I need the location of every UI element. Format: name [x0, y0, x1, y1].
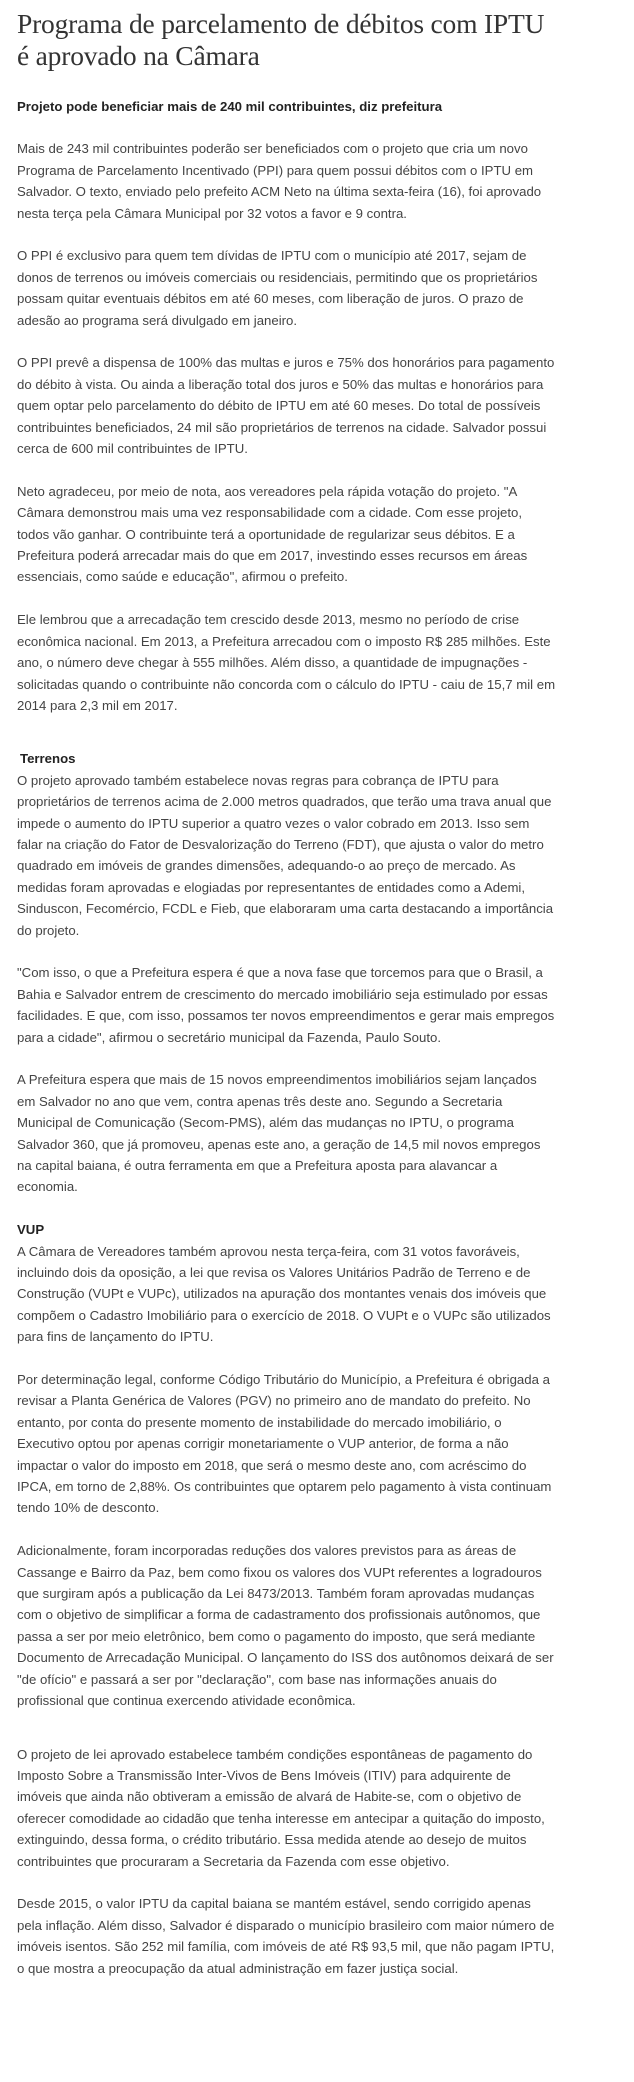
article-title: Programa de parcelamento de débitos com IPTU é aprovado na Câmara — [17, 8, 545, 71]
section-heading-terrenos: Terrenos — [20, 751, 76, 767]
section-heading-vup: VUP — [17, 1222, 45, 1238]
paragraph: O PPI é exclusivo para quem tem dívidas de IPTU com o município até 2017, sejam de donos de terrenos ou imóveis comerciais ou residenciais, permitindo que os proprietários possam quitar eventuais débitos em até 60 meses, com liberação de juros. O prazo de adesão ao programa será divulgado em janeiro. — [17, 248, 538, 328]
paragraph: Por determinação legal, conforme Código Tributário do Município, a Prefeitura é obrigada a revisar a Planta Genérica de Valores (PGV) no primeiro ano de mandato do prefeito. No entanto, por conta do presente momento de instabilidade do mercado imobiliário, o Executivo optou por apenas corrigir monetariamente o VUP anterior, de forma a não impactar o valor do imposto em 2018, que será o mesmo deste ano, com acréscimo do IPCA, em torno de 2,88%. Os contribuintes que optarem pelo pagamento à vista continuam tendo 10% de desconto. — [17, 1372, 552, 1516]
article-intro — [17, 138, 557, 716]
paragraph: Neto agradeceu, por meio de nota, aos vereadores pela rápida votação do projeto. "A Câmara demonstrou mais uma vez responsabilidade com a cidade. Com esse projeto, todos vão ganhar. O contribuinte terá a oportunidade de regularizar seus débitos. E a Prefeitura poderá arrecadar mais do que em 2017, investindo esses recursos em áreas essenciais, como saúde e educação", afirmou o prefeito. — [17, 483, 528, 585]
paragraph: Mais de 243 mil contribuintes poderão ser beneficiados com o projeto que cria um novo Programa de Parcelamento Incentivado (PPI) para quem possui débitos com o IPTU em Salvador. O texto, enviado pelo prefeito ACM Neto na última sexta-feira (16), foi aprovado nesta terça pela Câmara Municipal por 32 votos a favor e 9 contra. — [17, 141, 542, 221]
paragraph: Ele lembrou que a arrecadação tem crescido desde 2013, mesmo no período de crise econômica nacional. Em 2013, a Prefeitura arrecadou com o imposto R$ 285 milhões. Este ano, o número deve chegar à 555 milhões. Além disso, a quantidade de impugnações - solicitadas quando o contribuinte não concorda com o cálculo do IPTU - caiu de 15,7 mil em 2014 para 2,3 mil em 2017. — [17, 612, 556, 713]
section-terrenos — [17, 748, 557, 1198]
paragraph: O projeto de lei aprovado estabelece também condições espontâneas de pagamento do Imposto Sobre a Transmissão Inter-Vivos de Bens Imóveis (ITIV) para adquirente de imóveis que ainda não obtiveram a emissão de alvará de Habite-se, com o objetivo de oferecer comodidade ao cidadão que tenha interesse em antecipar a quitação do imposto, extinguindo, dessa forma, o crédito tributário. Essa medida atende ao desejo de muitos contribuintes que procuraram a Secretaria da Fazenda com esse objetivo. — [17, 1746, 545, 1869]
paragraph: O projeto aprovado também estabelece novas regras para cobrança de IPTU para proprietários de terrenos acima de 2.000 metros quadrados, que terão uma trava anual que impede o aumento do IPTU superior a quatro vezes o valor cobrado em 2013. Isso sem falar na criação do Fator de Desvalorização do Terreno (FDT), que ajusta o valor do metro quadrado em imóveis de grandes dimensões, adequando-o ao preço de mercado. As medidas foram aprovadas e elogiadas por representantes de entidades como a Ademi, Sinduscon, Fecomércio, FCDL e Fieb, que elaboraram uma carta destacando a importância do projeto. — [17, 772, 554, 938]
paragraph: A Câmara de Vereadores também aprovou nesta terça-feira, com 31 votos favoráveis, incluindo dois da oposição, a lei que revisa os Valores Unitários Padrão de Terreno e de Construção (VUPt e VUPc), utilizados na apuração dos montantes venais dos imóveis que compõem o Cadastro Imobiliário para o exercício de 2018. O VUPt e o VUPc são utilizados para fins de lançamento do IPTU. — [17, 1243, 551, 1345]
paragraph: "Com isso, o que a Prefeitura espera é que a nova fase que torcemos para que o Brasil, a Bahia e Salvador entrem de crescimento do mercado imobiliário seja estimulado por essas facilidades. E que, com isso, possamos ter novos empreendimentos e gerar mais empregos para a cidade", afirmou o secretário municipal da Fazenda, Paulo Souto. — [17, 965, 555, 1045]
section-vup — [17, 1219, 557, 1979]
article-subtitle: Projeto pode beneficiar mais de 240 mil contribuintes, diz prefeitura — [17, 99, 443, 114]
paragraph: A Prefeitura espera que mais de 15 novos empreendimentos imobiliários sejam lançados em Salvador no ano que vem, contra apenas três deste ano. Segundo a Secretaria Municipal de Comunicação (Secom-PMS), além das mudanças no IPTU, o programa Salvador 360, que já promoveu, apenas este ano, a geração de 14,5 mil novos empregos na capital baiana, é outra ferramenta em que a Prefeitura aposta para alavancar a economia. — [17, 1072, 541, 1195]
paragraph: O PPI prevê a dispensa de 100% das multas e juros e 75% dos honorários para pagamento do débito à vista. Ou ainda a liberação total dos juros e 50% das multas e honorários para quem optar pelo parcelamento do débito de IPTU em até 60 meses. Do total de possíveis contribuintes beneficiados, 24 mil são proprietários de terrenos na cidade. Salvador possui cerca de 600 mil contribuintes de IPTU. — [17, 355, 555, 457]
paragraph: Adicionalmente, foram incorporadas reduções dos valores previstos para as áreas de Cassange e Bairro da Paz, bem como fixou os valores dos VUPt referentes a logradouros que surgiram após a publicação da Lei 8473/2013. Também foram aprovadas mudanças com o objetivo de simplificar a forma de cadastramento dos profissionais autônomos, que passa a ser por meio eletrônico, bem como o pagamento do imposto, que será mediante Documento de Arrecadação Municipal. O lançamento do ISS dos autônomos deixará de ser "de ofício" e passará a ser por "declaração", com base nas informações anuais do profissional que continua exercendo atividade econômica. — [17, 1543, 554, 1709]
paragraph: Desde 2015, o valor IPTU da capital baiana se mantém estável, sendo corrigido apenas pela inflação. Além disso, Salvador é disparado o município brasileiro com maior número de imóveis isentos. São 252 mil família, com imóveis de até R$ 93,5 mil, que não pagam IPTU, o que mostra a preocupação da atual administração em fazer justiça social. — [17, 1896, 555, 1976]
